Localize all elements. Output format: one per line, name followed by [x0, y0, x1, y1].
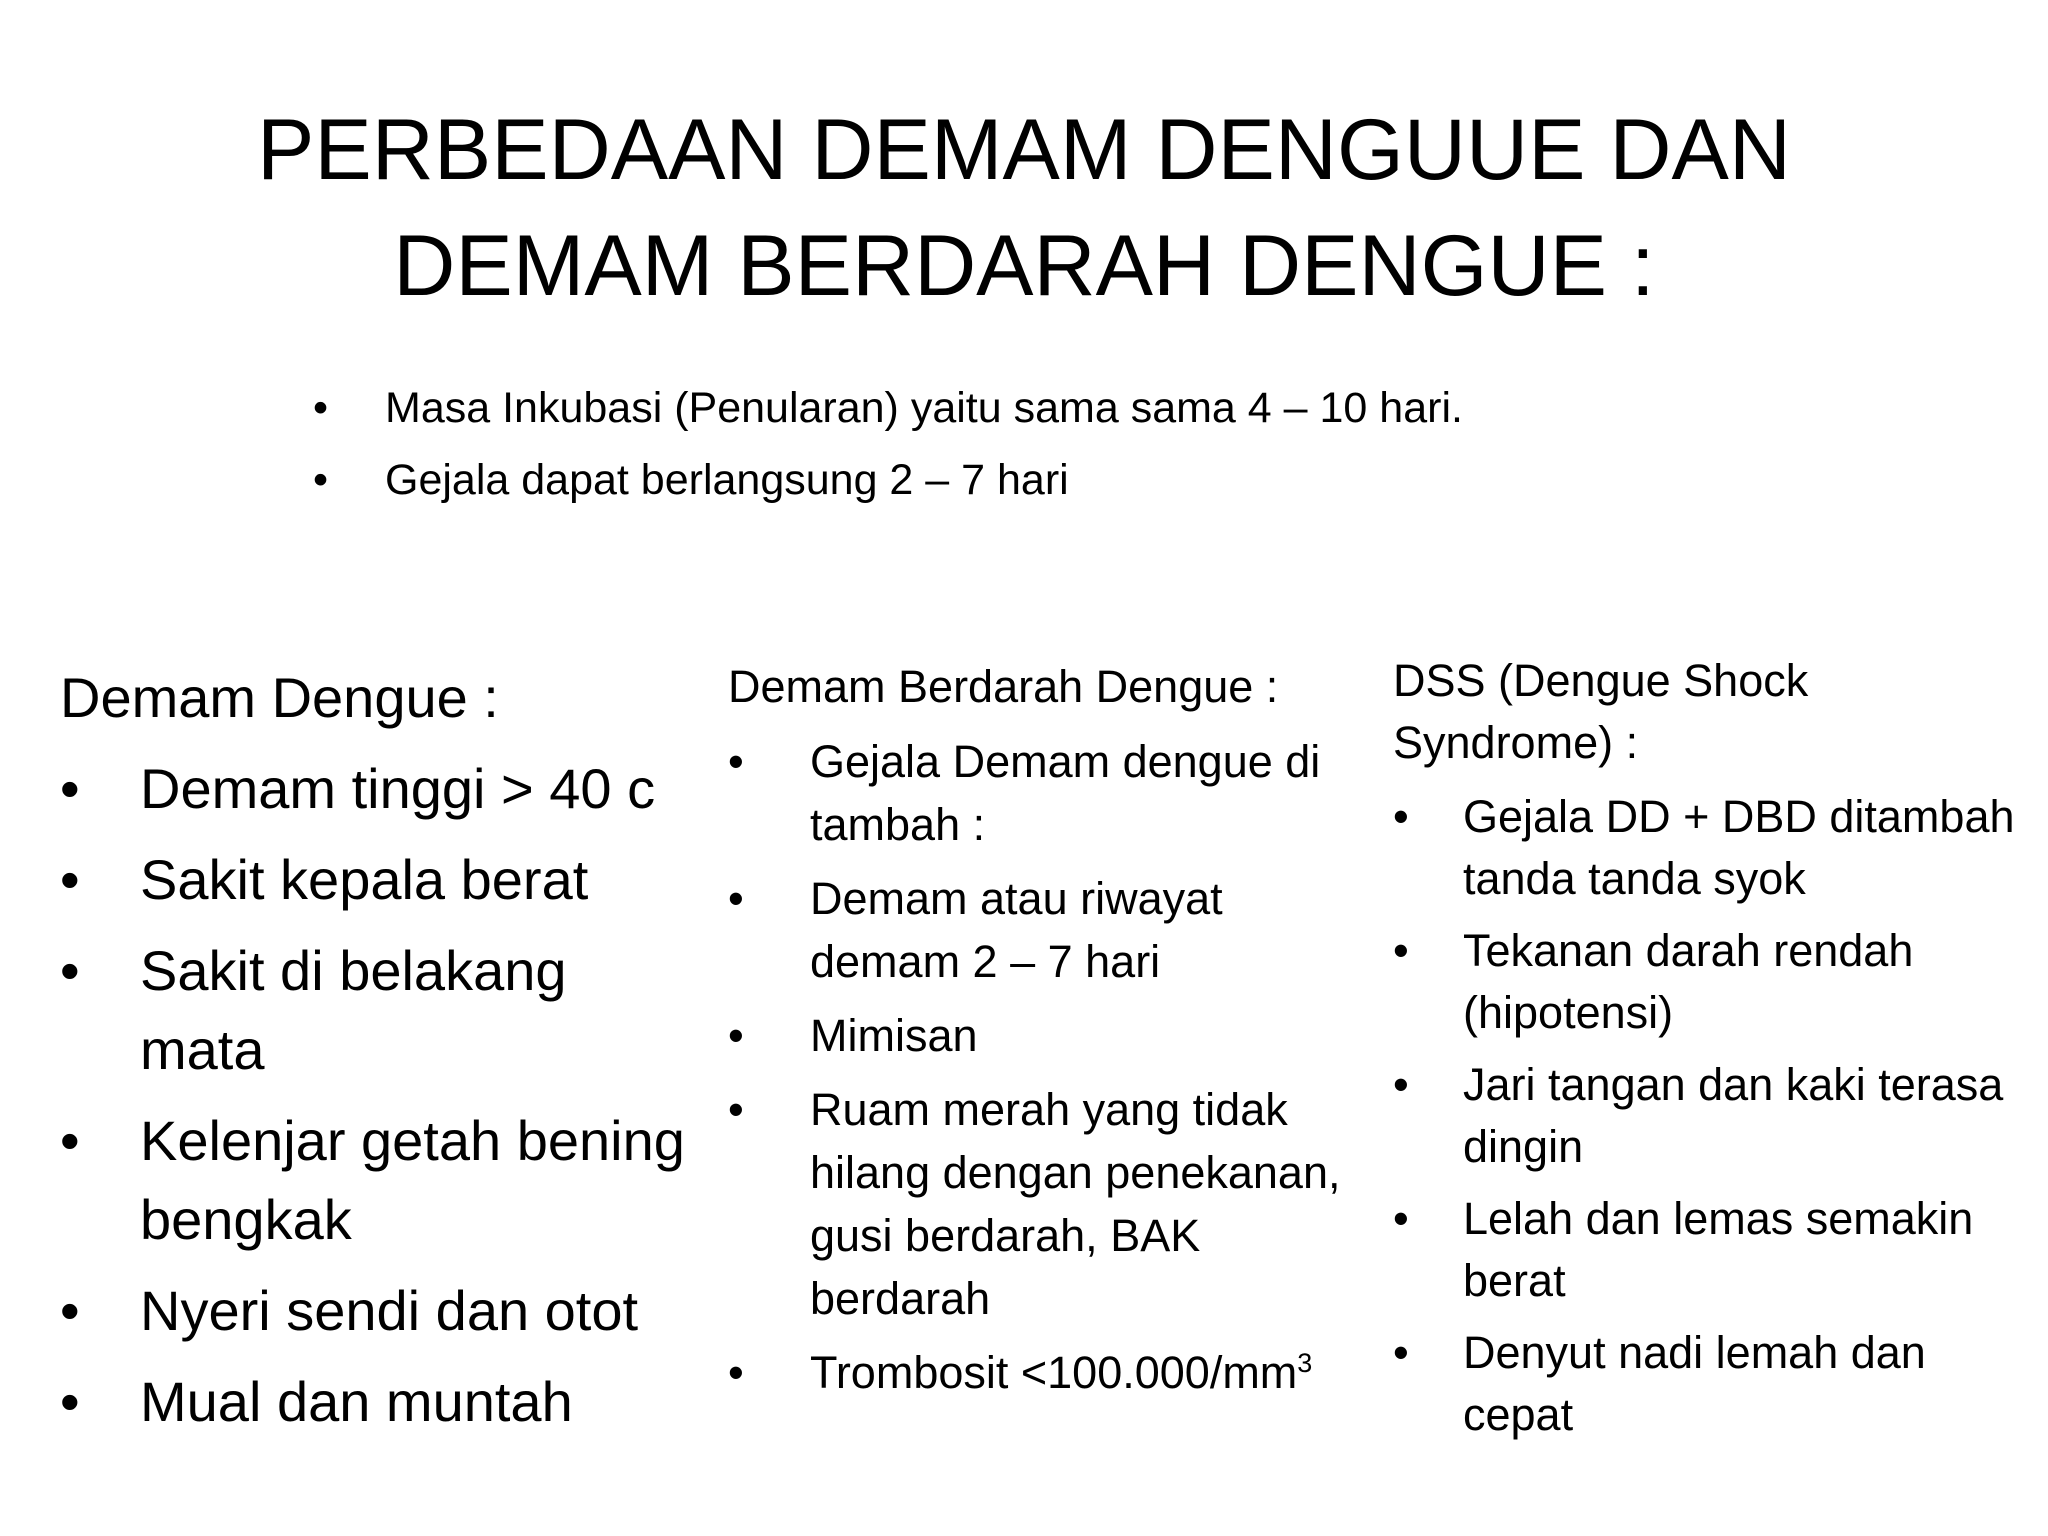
dss-heading: DSS (Dengue Shock Syndrome) : — [1393, 655, 1809, 768]
list-item-text: Kelenjar getah bening bengkak — [140, 1109, 685, 1251]
trombosit-text: Trombosit <100.000/mm — [810, 1347, 1298, 1398]
demam-berdarah-dengue-column — [728, 655, 1358, 1415]
intro-bullet-item — [313, 378, 1813, 438]
bullet-icon: • — [1393, 1059, 1409, 1110]
list-item-text: Lelah dan lemas semakin berat — [1463, 1193, 1974, 1306]
bullet-icon: • — [60, 1279, 80, 1342]
intro-bullet-text: Masa Inkubasi (Penularan) yaitu sama sama 4 – 10 hari. — [385, 384, 1463, 432]
list-item-text: Demam tinggi > 40 c — [140, 757, 656, 820]
list-item — [60, 1362, 700, 1441]
list-item-text: Gejala Demam dengue di tambah : — [810, 736, 1321, 850]
list-item-text: Jari tangan dan kaki terasa dingin — [1463, 1059, 2004, 1172]
list-item — [728, 730, 1358, 856]
bullet-icon: • — [60, 1109, 80, 1172]
list-item — [728, 867, 1358, 993]
list-item — [1393, 786, 2033, 910]
demam-dengue-heading: Demam Dengue : — [60, 666, 499, 729]
list-item — [728, 1004, 1358, 1067]
trombosit-superscript: 3 — [1297, 1348, 1313, 1378]
intro-bullet-item — [313, 450, 1813, 510]
list-item — [1393, 920, 2033, 1044]
list-item — [1393, 1322, 2033, 1446]
list-item-text: Demam atau riwayat demam 2 – 7 hari — [810, 873, 1223, 987]
list-item — [60, 1101, 700, 1259]
bullet-icon: • — [728, 873, 744, 924]
dss-column — [1393, 650, 2033, 1456]
bullet-icon: • — [60, 1370, 80, 1433]
list-item-text: Sakit di belakang mata — [140, 939, 567, 1081]
list-item-text: Denyut nadi lemah dan cepat — [1463, 1327, 1926, 1440]
list-item-text: Mual dan muntah — [140, 1370, 573, 1433]
bullet-icon: • — [728, 1347, 744, 1398]
bullet-icon: • — [313, 456, 329, 504]
title-line-2: DEMAM BERDARAH DENGUE : — [393, 218, 1655, 314]
slide-title — [180, 92, 1868, 324]
bullet-icon: • — [1393, 791, 1409, 842]
list-item-text: Ruam merah yang tidak hilang dengan penekanan, gusi berdarah, BAK berdarah — [810, 1084, 1341, 1324]
list-item-text: Sakit kepala berat — [140, 848, 589, 911]
bullet-icon: • — [1393, 1193, 1409, 1244]
demam-dengue-list — [60, 749, 700, 1441]
list-item-trombosit — [728, 1341, 1358, 1404]
bullet-icon: • — [313, 384, 329, 432]
list-item — [728, 1078, 1358, 1330]
list-item-text: Tekanan darah rendah (hipotensi) — [1463, 925, 1914, 1038]
bullet-icon: • — [728, 1084, 744, 1135]
intro-bullet-text: Gejala dapat berlangsung 2 – 7 hari — [385, 456, 1069, 504]
list-item-text: Mimisan — [810, 1010, 978, 1061]
bullet-icon: • — [1393, 925, 1409, 976]
list-item — [1393, 1188, 2033, 1312]
list-item-text: Gejala DD + DBD ditambah tanda tanda syok — [1463, 791, 2015, 904]
bullet-icon: • — [1393, 1327, 1409, 1378]
intro-bullet-list — [313, 378, 1813, 522]
dss-list — [1393, 786, 2033, 1446]
list-item — [60, 840, 700, 919]
bullet-icon: • — [728, 1010, 744, 1061]
list-item-text: Nyeri sendi dan otot — [140, 1279, 639, 1342]
list-item — [60, 1271, 700, 1350]
list-item — [60, 931, 700, 1089]
list-item — [1393, 1054, 2033, 1178]
bullet-icon: • — [728, 736, 744, 787]
bullet-icon: • — [60, 939, 80, 1002]
list-item — [60, 749, 700, 828]
title-line-1: PERBEDAAN DEMAM DENGUUE DAN — [257, 102, 1791, 198]
demam-berdarah-dengue-list — [728, 730, 1358, 1404]
demam-dengue-column — [60, 658, 700, 1453]
bullet-icon: • — [60, 757, 80, 820]
demam-berdarah-dengue-heading: Demam Berdarah Dengue : — [728, 661, 1279, 712]
bullet-icon: • — [60, 848, 80, 911]
